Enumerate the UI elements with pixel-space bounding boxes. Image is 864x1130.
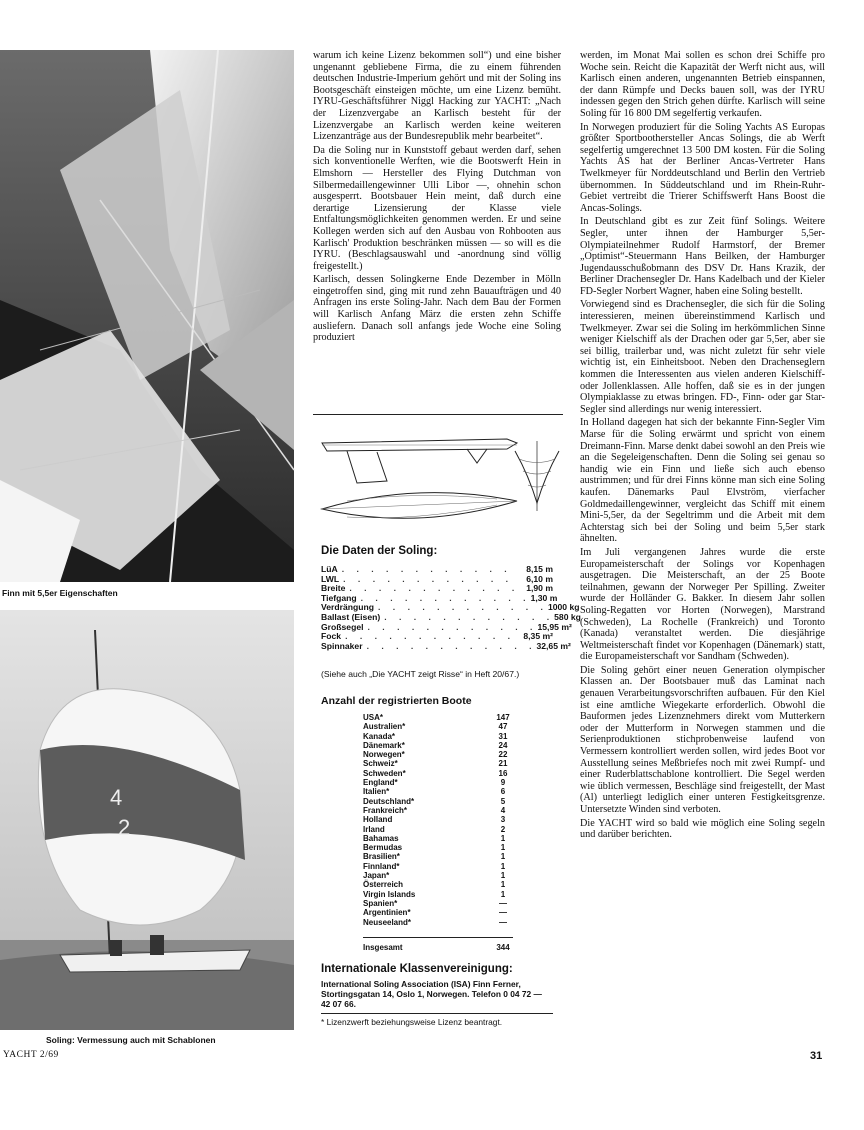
boat-row: [363, 890, 513, 899]
boat-row: [363, 741, 513, 750]
country-name: Brasilien*: [363, 852, 400, 862]
spec-label: Spinnaker: [321, 640, 363, 651]
spec-value: 6,10 m: [526, 573, 553, 584]
boat-count: 1: [500, 833, 506, 843]
country-name: Bermudas: [363, 843, 403, 853]
boat-row: [363, 769, 513, 778]
spec-label: Tiefgang: [321, 592, 357, 603]
boat-row: [363, 899, 513, 908]
spec-value: 1,30 m: [530, 592, 558, 603]
country-name: Holland: [363, 815, 393, 825]
article-paragraph: Da die Soling nur in Kunststoff gebaut werden darf, sehen sich konventionelle Werften, wie die Bootswerft Hein in Elmshorn — Hersteller des Flying Dutchman von Silbermedaillengewinner Ulli Libor —, ohnehin schon ausgesperrt. Bootsbauer Hein meint, daß durch eine derartige Lizensierung der Klasse viele Entfaltungsmöglichkeiten genommen werden. Er und seine Kollegen werden sich auf den Ausbau von Rohbooten aus Karlisch' Produktion beschränken müssen — so will es die IYRU. (Beschlagsauswahl und -anordnung sind völlig freigestellt.): [313, 144, 561, 272]
country-name: Italien*: [363, 787, 390, 797]
boat-row: [363, 713, 513, 722]
country-name: Norwegen*: [363, 750, 405, 760]
boat-row: [363, 722, 513, 731]
article-paragraph: In Holland dagegen hat sich der bekannte Finn-Segler Vim Marse für die Soling erwärmt und spricht von einem Dreimann-Finn. Marse denkt dabei sowohl an den Preis wie an die Segeleigenschaften. Denn die Soling sei genau so handig wie ein Finn und ließe sich auch ebenso austrimmen; und für drei Finns könne man sich eine Soling kaufen. Dänemarks Paul Elvström, vierfacher Goldmedaillengewinner, vergleicht das Schiff mit einem Mini-5,5er, da der Segeltrimm und die Arbeit mit dem Achterstag sich bei der Soling und beim 5,5er stark ähnelten.: [580, 417, 825, 545]
country-name: Finnland*: [363, 861, 400, 871]
boat-count: —: [499, 917, 507, 927]
specs-table: [321, 564, 581, 651]
leader-dots: . . . . . . . . . . . .: [349, 583, 520, 594]
boat-count: 1: [500, 852, 506, 862]
boat-row: [363, 852, 513, 861]
boat-count: 22: [498, 750, 508, 760]
country-name: Schweden*: [363, 768, 406, 778]
spec-label: Verdrängung: [321, 602, 375, 613]
leader-dots: . . . . . . . . . . . .: [378, 602, 548, 613]
boat-count: 24: [498, 740, 508, 750]
sail-number-2: 2: [118, 815, 131, 840]
boat-count: 9: [500, 778, 506, 788]
registered-boats-table: [363, 713, 513, 927]
boat-row: [363, 750, 513, 759]
soling-photo: [0, 610, 294, 1030]
boat-count: 5: [500, 796, 506, 806]
leader-dots: . . . . . . . . . . . .: [343, 573, 514, 584]
spec-label: Fock: [321, 631, 342, 642]
article-paragraph: Karlisch, dessen Solingkerne Ende Dezember in Mölln eingetroffen sind, ging mit rund zehn Bauaufträgen und 40 Anfragen ins erste Soling-Jahr. Nach dem Bau der Formen will Karlisch Anfang März die ersten zehn Schiffe ausliefern. Danach soll anfangs jede Woche eine Soling produziert: [313, 274, 561, 344]
spec-value: 1000 kg: [547, 602, 580, 613]
boat-count: 31: [498, 731, 508, 741]
boat-count: 16: [498, 768, 508, 778]
article-paragraph: Im Juli vergangenen Jahres wurde die erste Europameisterschaft der Solings vor Kopenhagen ausgetragen. Die Meisterschaft, an der 25 Boote teilnahmen, gewann der Norweger Per Spilling. Zweiter wurde der Holländer G. Bakker. In diesem Jahr sollen Soling-Regatten vor Horten (Norwegen), Marstrand (Schweden), La Rochelle (Frankreich) und Toronto (Kanada) veranstaltet werden. Die diesjährige Weltmeisterschaft findet vor Kopenhagen (Dänemark) statt, die Europameisterschaft vor Sandham (Schweden).: [580, 546, 825, 663]
article-paragraph: In Deutschland gibt es zur Zeit fünf Solings. Weitere Segler, unter ihnen der Hamburger 5,5er-Olympiateilnehmer Rudolf Harmstorf, der Bremer „Optimist“-Steuermann Hans Beilken, der Hamburger Jugendausschußobmann des DSV Dr. Hans Krazik, der Berliner Drachensegler Dr. Hans Kadelbach und der Kieler FD-Segler Norbert Wagner, haben eine Soling bestellt.: [580, 216, 825, 297]
boat-count: 6: [500, 787, 506, 797]
boat-row: [363, 908, 513, 917]
boat-count: 1: [500, 889, 506, 899]
specs-title: Die Daten der Soling:: [321, 545, 438, 557]
country-name: Irland: [363, 824, 385, 834]
spec-value: 580 kg: [554, 611, 581, 622]
page-number: 31: [810, 1050, 823, 1062]
footnote-divider: [321, 1013, 553, 1014]
article-paragraph: Die Soling gehört einer neuen Generation olympischer Klassen an. Der Bootsbauer muß das Laminat nach genauen Verarbeitungsvorschriften aufbauen. Für den Kiel ist eine amtliche Wiegekarte erforderlich. Obwohl die Bauformen jedes Lizenznehmers direkt vom Mutterkern oder der Mutterform in Norwegen stammen und die Serienproduktionen stichprobenweise laufend von Vermessern kontrolliert werden sollen, wird jedes Boot vor Ausstellung seines Meßbriefes noch mit zwei Rumpf- und einer Ruderblattschablone kontrolliert. Die Segel werden wie üblich vermessen, Beschläge sind freigestellt, der Mast (Al) unterliegt lediglich einer unteren Festigkeitsgrenze. Untersetzte Winden sind verboten.: [580, 664, 825, 815]
country-name: Japan*: [363, 871, 390, 881]
boat-row: [363, 871, 513, 880]
total-divider: [363, 937, 513, 938]
boat-row: [363, 843, 513, 852]
article-paragraph: werden, im Monat Mai sollen es schon drei Schiffe pro Woche sein. Reicht die Kapazität der Werft nicht aus, will Karlisch einen anderen, ungenannten Betrieb einspannen, der dann Rümpfe und Decks bauen soll, was der IYRU indessen gegen den Strich gehen dürfte. Karlisch will seine Soling für 16 800 DM segelfertig verkaufen.: [580, 50, 825, 119]
leader-dots: . . . . . . . . . . . .: [341, 564, 512, 574]
spec-value: 1,90 m: [526, 583, 553, 594]
boat-count: 1: [500, 861, 506, 871]
country-name: Schweiz*: [363, 759, 398, 769]
country-name: Österreich: [363, 880, 404, 890]
country-name: Deutschland*: [363, 796, 415, 806]
country-name: Spanien*: [363, 898, 398, 908]
boat-row: [363, 862, 513, 871]
leader-dots: . . . . . . . . . . . .: [360, 592, 531, 603]
class-association-text: International Soling Association (ISA) Finn Ferner, Stortingsgatan 14, Oslo 1, Norwegen. Telefon 0 04 72 — 42 07 66.: [321, 979, 542, 1009]
leader-dots: . . . . . . . . . . . .: [345, 631, 515, 642]
magazine-issue-footer: YACHT 2/69: [3, 1050, 59, 1060]
spec-label: Großsegel: [321, 621, 364, 632]
soling-info-box: [313, 414, 581, 1054]
boat-row: [363, 834, 513, 843]
finn-photo: [0, 50, 294, 582]
leader-dots: . . . . . . . . . . . .: [366, 640, 537, 651]
boat-count: 21: [498, 759, 508, 769]
article-paragraph: Vorwiegend sind es Drachensegler, die sich für die Soling interessieren, meinen übereinstimmend Karlisch und Twelkmeyer. Zwar sei die Soling im herkömmlichen Sinne weniger Kielschiff als der Drachen oder gar 5,5er, aber sie sei billig, trailerbar und, was nicht zuletzt für sehr viele wichtig ist, ein Einheitsboot. Neben den Drachenseglern kommen die Interessenten aus vielen anderen Kielschiff- oder Jollenklassen. Alle hoffen, daß sie es in der jungen Olympiaklasse zu etwas bringen. FD-, Finn- oder gar Star-Segler sind allerdings nur wenig interessiert.: [580, 299, 825, 415]
spec-value: 8,15 m: [526, 564, 553, 574]
spec-label: Ballast (Eisen): [321, 611, 381, 622]
country-name: Australien*: [363, 722, 406, 732]
boat-count: 1: [500, 871, 506, 881]
country-name: Frankreich*: [363, 805, 408, 815]
spec-value: 8,35 m²: [523, 631, 553, 642]
total-label: Insgesamt: [363, 943, 403, 952]
country-name: Dänemark*: [363, 740, 405, 750]
article-column-right: [580, 50, 825, 843]
class-association-title: Internationale Klassenvereinigung:: [321, 963, 513, 975]
boat-plan-drawing: [317, 421, 561, 541]
spec-value: 15,95 m²: [537, 621, 572, 632]
boat-row: [363, 732, 513, 741]
boat-count: 147: [496, 713, 510, 722]
spec-label: Breite: [321, 583, 346, 594]
leader-dots: . . . . . . . . . . . .: [367, 621, 538, 632]
boat-row: [363, 806, 513, 815]
boat-count: 47: [498, 722, 508, 732]
finn-photo-caption: Finn mit 5,5er Eigenschaften: [2, 588, 118, 598]
boat-count: 1: [500, 843, 506, 853]
country-name: Bahamas: [363, 833, 399, 843]
boat-row: [363, 778, 513, 787]
total-value: 344: [496, 943, 510, 952]
country-name: Neuseeland*: [363, 917, 412, 927]
registered-boats-title: Anzahl der registrierten Boote: [321, 695, 472, 707]
country-name: Virgin Islands: [363, 889, 416, 899]
boat-count: 4: [500, 805, 506, 815]
boat-row: [363, 918, 513, 927]
article-paragraph: In Norwegen produziert für die Soling Yachts AS Europas größter Sportboothersteller Ancas Solings, die ab Werft segelfertig umgerechnet 13 500 DM kosten. Für die Soling Yachts AS hat der Berliner Ancas-Vertreter Hans Twelkmeyer für Norddeutschland und Berlin den Vertrieb übernommen. In Süddeutschland und im Rhein-Ruhr-Gebiet vertreibt die Trierer Schiffswerft Hans Boost die Ancas-Solings.: [580, 121, 825, 214]
soling-photo-caption: Soling: Vermessung auch mit Schablonen: [46, 1035, 216, 1045]
spec-label: LüA: [321, 564, 338, 574]
boat-count: —: [499, 898, 507, 908]
boat-count: 1: [500, 880, 506, 890]
footnote: * Lizenzwerft beziehungsweise Lizenz beantragt.: [321, 1017, 503, 1027]
boat-row: [363, 815, 513, 824]
article-paragraph: Die YACHT wird so bald wie möglich eine Soling segeln und darüber berichten.: [580, 817, 825, 841]
article-column-middle: [313, 50, 561, 346]
article-paragraph: warum ich keine Lizenz bekommen soll“) und eine bisher ungenannt gebliebene Firma, die zu einem führenden deutschen Industrie-Imperium gehört und mit der Soling ins Bootsgeschäft einsteigen möchte, um eine Lizenz bemüht. IYRU-Geschäftsführer Niggl Hacking zur YACHT: „Nach der Lizenzvergabe an Karlisch besteht für der Lizenzvergabe an Karlisch werden keine weiteren Lizenzanträge aus der Bundesrepublik mehr bearbeitet“.: [313, 50, 561, 143]
boats-total-row: [363, 943, 513, 952]
country-name: England*: [363, 778, 398, 788]
country-name: USA*: [363, 713, 384, 722]
specs-note: (Siehe auch „Die YACHT zeigt Risse“ in Heft 20/67.): [321, 669, 520, 679]
boat-row: [363, 880, 513, 889]
boat-row: [363, 825, 513, 834]
country-name: Argentinien*: [363, 908, 411, 918]
country-name: Kanada*: [363, 731, 396, 741]
boat-row: [363, 787, 513, 796]
spec-row: [321, 640, 571, 652]
leader-dots: . . . . . . . . . . . .: [384, 611, 555, 622]
sail-number-1: 4: [110, 785, 123, 810]
boat-row: [363, 797, 513, 806]
boat-count: —: [499, 908, 507, 918]
boat-count: 2: [500, 824, 506, 834]
spec-label: LWL: [321, 573, 340, 584]
boat-row: [363, 759, 513, 768]
boat-count: 3: [500, 815, 506, 825]
spec-value: 32,65 m²: [536, 640, 571, 651]
